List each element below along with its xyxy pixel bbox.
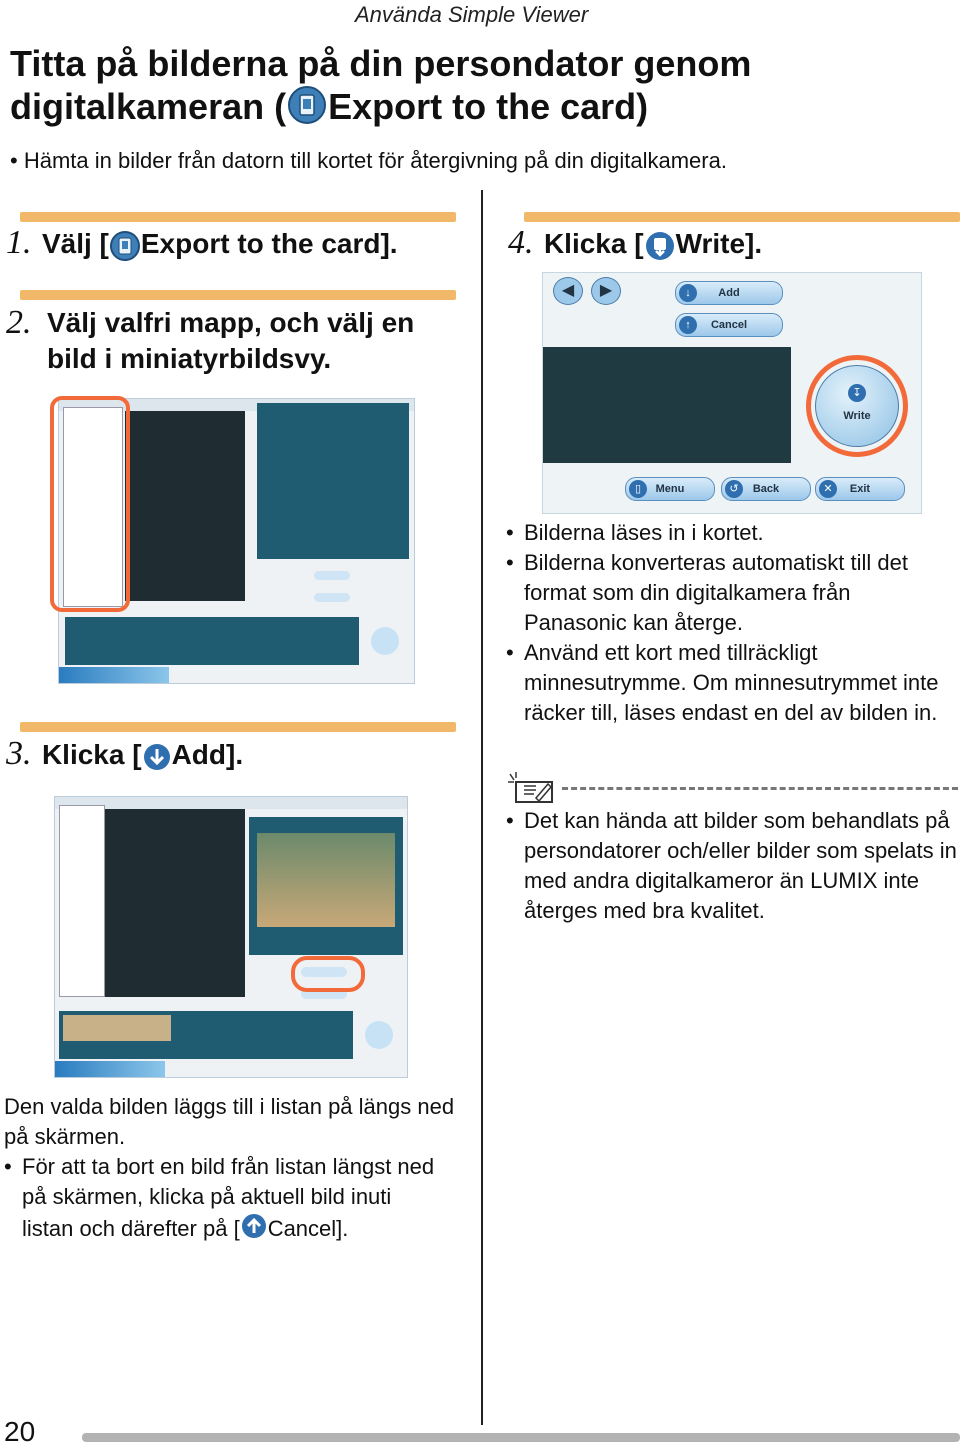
write-button-highlight <box>806 355 908 457</box>
added-explanation: Den valda bilden läggs till i listan på längs ned på skärmen. <box>4 1094 455 1149</box>
step-2 <box>6 304 32 342</box>
export-card-icon <box>109 230 141 267</box>
step-2-text <box>47 305 414 377</box>
add-arrow-icon <box>142 742 172 777</box>
remove-bullet-end: Cancel]. <box>267 1215 349 1241</box>
page-title <box>10 42 751 134</box>
step-4-pre: Klicka [ <box>543 228 644 259</box>
write-list-panel <box>543 347 791 463</box>
page-number: 20 <box>4 1416 36 1447</box>
remove-bullet-text: För att ta bort en bild från listan längst ned på skärmen, klicka på aktuell bild inuti listan och därefter på [ <box>22 1154 435 1241</box>
thumbnail-grid[interactable] <box>105 809 245 997</box>
step-3-pre: Klicka [ <box>41 739 142 770</box>
column-divider <box>481 190 483 1425</box>
added-pictures[interactable] <box>63 1015 171 1041</box>
toolbar <box>55 797 407 809</box>
step-4-post: Write]. <box>675 228 763 259</box>
title-line-1: Titta på bilderna på din persondator genom <box>10 43 752 84</box>
folder-tree-highlight <box>50 396 130 612</box>
add-screenshot <box>54 796 408 1078</box>
step-2-bar <box>20 290 456 300</box>
app-label <box>55 1061 165 1077</box>
step-4-bullet-2-text: Bilderna konverteras automatiskt till det format som din digitalkamera från Panasonic kan återge. <box>524 550 908 635</box>
title-line-2 <box>10 85 751 134</box>
exit-icon: ✕ <box>819 480 837 498</box>
step-4-bullet-1: • Bilderna läses in i kortet. <box>506 518 956 548</box>
write-icon <box>644 230 676 267</box>
cancel-button-small[interactable] <box>314 593 350 602</box>
step-3 <box>6 735 243 777</box>
title-line-2-pre: digitalkameran ( <box>10 86 287 128</box>
write-icon: ↧ <box>848 384 866 402</box>
step-3-post: Add]. <box>171 739 244 770</box>
step-1-post: Export to the card]. <box>140 228 398 259</box>
dog-photo <box>257 833 395 927</box>
exit-label: Exit <box>849 483 871 495</box>
footer-bar <box>82 1433 960 1442</box>
add-button-small[interactable] <box>314 571 350 580</box>
add-arrow-icon: ↓ <box>679 284 697 302</box>
write-button-small[interactable] <box>371 627 399 655</box>
add-label: Add <box>718 287 740 299</box>
step-2-line-1: Välj valfri mapp, och välj en <box>47 307 415 338</box>
cancel-arrow-icon <box>240 1212 268 1248</box>
menu-icon: ▯ <box>629 480 647 498</box>
folder-tree[interactable] <box>59 805 105 997</box>
step-1-bar <box>20 212 456 222</box>
remove-bullet: • För att ta bort en bild från listan längst ned på skärmen, klicka på aktuell bild inuti listan och därefter på [ Cancel]. <box>4 1152 444 1248</box>
step-1-number: 1. <box>6 224 32 261</box>
step-1 <box>6 224 398 267</box>
thumbnail-grid[interactable] <box>125 411 245 601</box>
add-button-highlight <box>291 956 365 992</box>
menu-label: Menu <box>655 483 685 495</box>
back-label: Back <box>752 483 780 495</box>
step-4-bullet-3: • Använd ett kort med tillräckligt minnesutrymme. Om minnesutrymmet inte räcker till, läses endast en del av bilden in. <box>506 638 956 728</box>
step-4 <box>508 224 762 267</box>
step-4-number: 4. <box>508 224 534 261</box>
running-header: Använda Simple Viewer <box>355 2 589 27</box>
step-4-bar <box>524 212 960 222</box>
intro-text: Hämta in bilder från datorn till kortet för återgivning på din digitalkamera. <box>23 148 727 173</box>
step-4-bullet-1-text: Bilderna läses in i kortet. <box>524 520 764 545</box>
next-arrow-icon[interactable]: ▶ <box>591 277 621 305</box>
prev-arrow-icon[interactable]: ◀ <box>553 277 583 305</box>
step-2-line-2: bild i miniatyrbildsvy. <box>47 343 332 374</box>
note-bullet-text: Det kan hända att bilder som behandlats på persondatorer och/eller bilder som spelats in med andra digitalkameror än LUMIX inte återges med bra kvalitet. <box>524 808 957 923</box>
app-label <box>59 667 169 683</box>
cancel-label: Cancel <box>710 319 748 331</box>
step-4-bullet-2: • Bilderna konverteras automatiskt till det format som din digitalkamera från Panasonic kan återge. <box>506 548 956 638</box>
step-3-number: 3. <box>6 735 32 772</box>
note-icon <box>506 770 558 811</box>
step-3-bar <box>20 722 456 732</box>
note-bullet: • Det kan hända att bilder som behandlats på persondatorer och/eller bilder som spelats in med andra digitalkameror än LUMIX inte återges med bra kvalitet. <box>506 806 958 926</box>
write-label: Write <box>843 410 871 422</box>
note-divider <box>562 787 958 790</box>
back-icon: ↺ <box>725 480 743 498</box>
preview-pane <box>257 403 409 559</box>
write-button-small[interactable] <box>365 1021 393 1049</box>
write-list <box>65 617 359 665</box>
cancel-arrow-icon: ↑ <box>679 316 697 334</box>
intro-bullet: • Hämta in bilder från datorn till kortet för återgivning på din digitalkamera. <box>10 148 727 173</box>
title-line-2-post: Export to the card) <box>328 86 649 128</box>
step-4-bullet-3-text: Använd ett kort med tillräckligt minnesutrymme. Om minnesutrymmet inte räcker till, läses endast en del av bilden in. <box>524 640 939 725</box>
export-card-icon <box>286 85 328 134</box>
step-2-number: 2. <box>6 304 32 341</box>
step-1-pre: Välj [ <box>41 228 109 259</box>
